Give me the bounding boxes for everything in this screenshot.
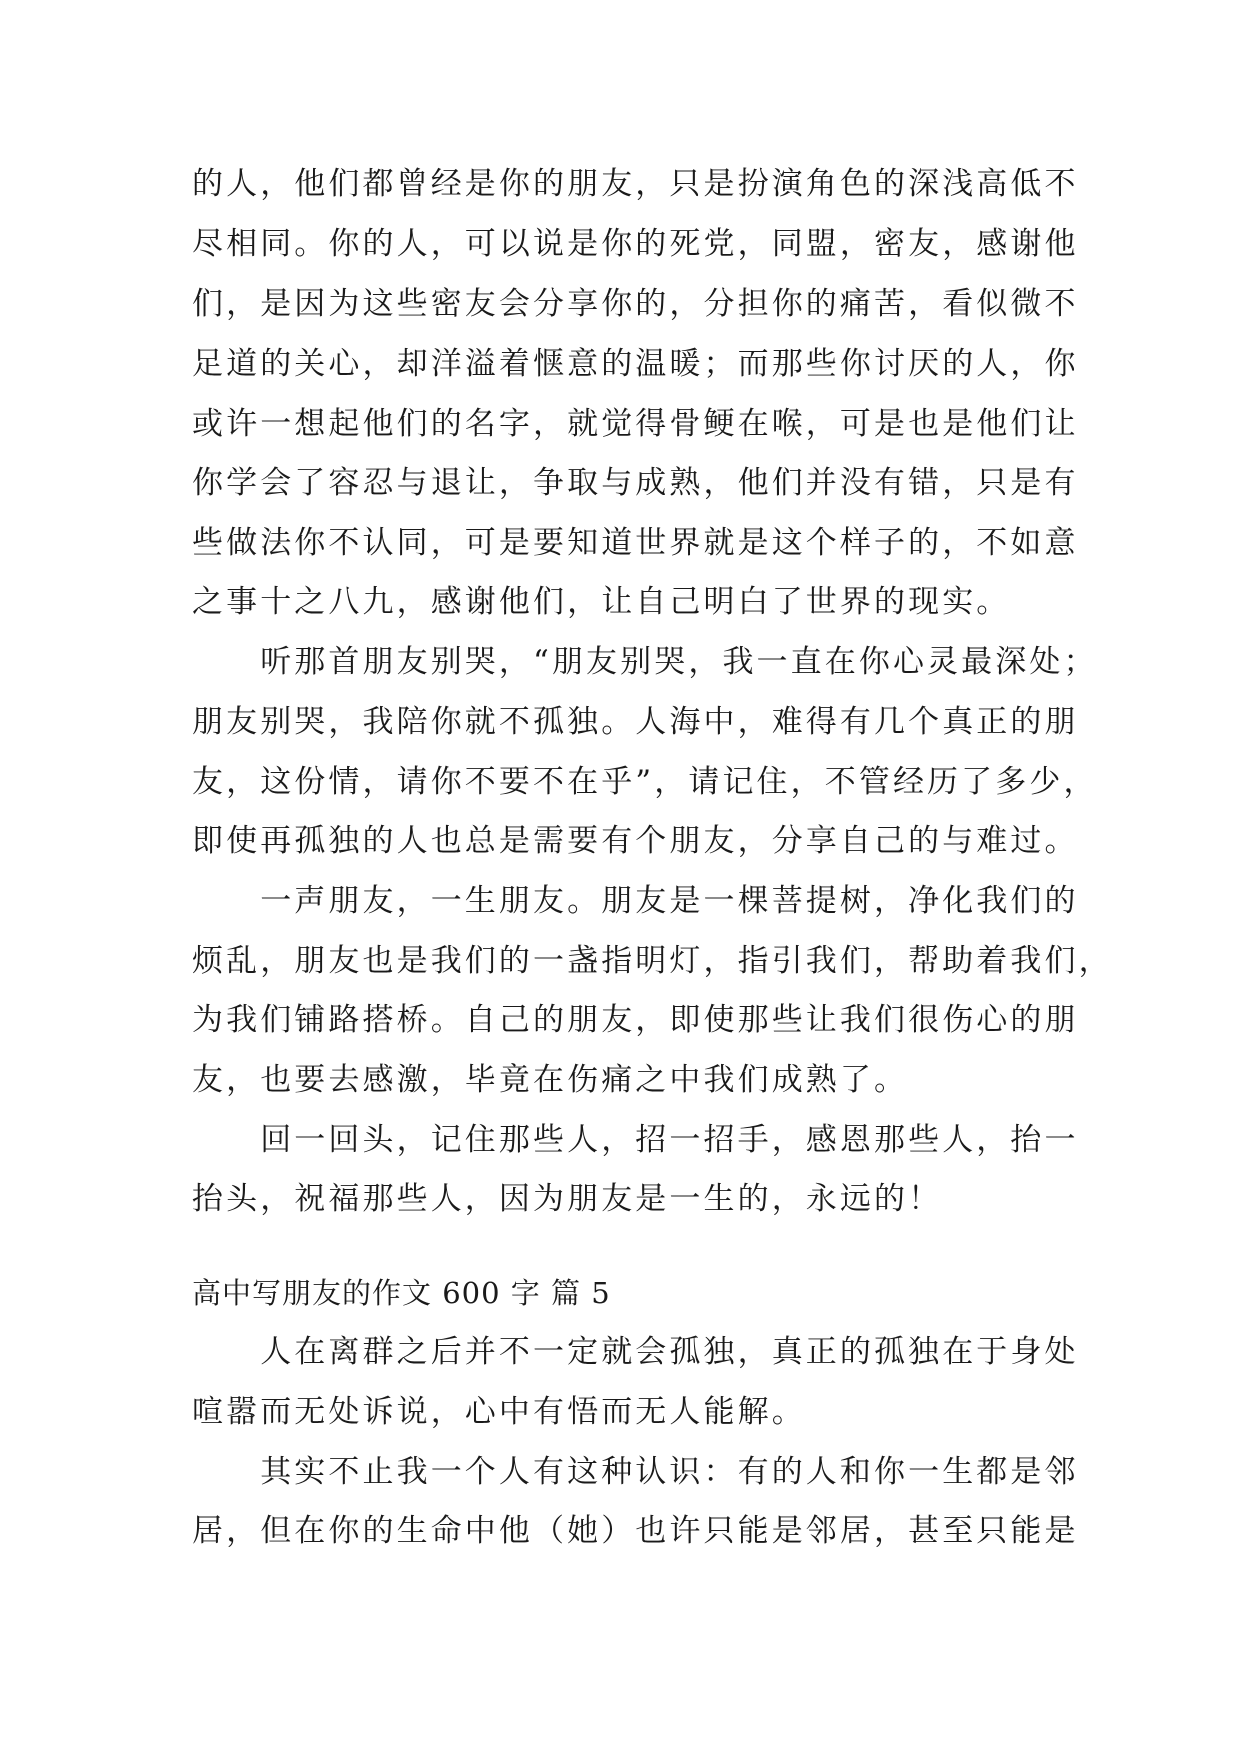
text-line: 听那首朋友别哭，“朋友别哭，我一直在你心灵最深处； xyxy=(192,644,1098,680)
text-line: 朋友别哭，我陪你就不孤独。人海中，难得有几个真正的朋 xyxy=(192,704,1079,740)
text-line: 其实不止我一个人有这种认识：有的人和你一生都是邻 xyxy=(192,1454,1079,1490)
text-line: 的人，他们都曾经是你的朋友，只是扮演角色的深浅高低不 xyxy=(192,166,1079,202)
text-line: 之事十之八九，感谢他们，让自己明白了世界的现实。 xyxy=(192,584,1011,620)
text-line: 抬头，祝福那些人，因为朋友是一生的，永远的！ xyxy=(192,1181,943,1217)
text-line: 回一回头，记住那些人，招一招手，感恩那些人，抬一 xyxy=(192,1122,1079,1158)
text-line: 人在离群之后并不一定就会孤独，真正的孤独在于身处 xyxy=(192,1334,1079,1370)
text-line: 居，但在你的生命中他（她）也许只能是邻居，甚至只能是 xyxy=(192,1513,1079,1549)
text-line: 喧嚣而无处诉说，心中有悟而无人能解。 xyxy=(192,1394,806,1430)
text-line: 些做法你不认同，可是要知道世界就是这个样子的，不如意 xyxy=(192,525,1079,561)
text-line: 们，是因为这些密友会分享你的，分担你的痛苦，看似微不 xyxy=(192,286,1079,322)
text-line: 友，也要去感激，毕竟在伤痛之中我们成熟了。 xyxy=(192,1062,909,1098)
text-line: 你学会了容忍与退让，争取与成熟，他们并没有错，只是有 xyxy=(192,465,1079,501)
text-line: 一声朋友，一生朋友。朋友是一棵菩提树，净化我们的 xyxy=(192,883,1079,919)
text-line: 为我们铺路搭桥。自己的朋友，即使那些让我们很伤心的朋 xyxy=(192,1002,1079,1038)
text-line: 足道的关心，却洋溢着惬意的温暖；而那些你讨厌的人，你 xyxy=(192,346,1079,382)
section-heading: 高中写朋友的作文 600 字 篇 5 xyxy=(192,1276,611,1310)
text-line: 尽相同。你的人，可以说是你的死党，同盟，密友，感谢他 xyxy=(192,226,1079,262)
text-line: 或许一想起他们的名字，就觉得骨鲠在喉，可是也是他们让 xyxy=(192,406,1079,442)
text-line: 友，这份情，请你不要不在乎”，请记住，不管经历了多少， xyxy=(192,764,1098,800)
text-line: 烦乱，朋友也是我们的一盏指明灯，指引我们，帮助着我们， xyxy=(192,943,1113,979)
text-line: 即使再孤独的人也总是需要有个朋友，分享自己的与难过。 xyxy=(192,823,1079,859)
